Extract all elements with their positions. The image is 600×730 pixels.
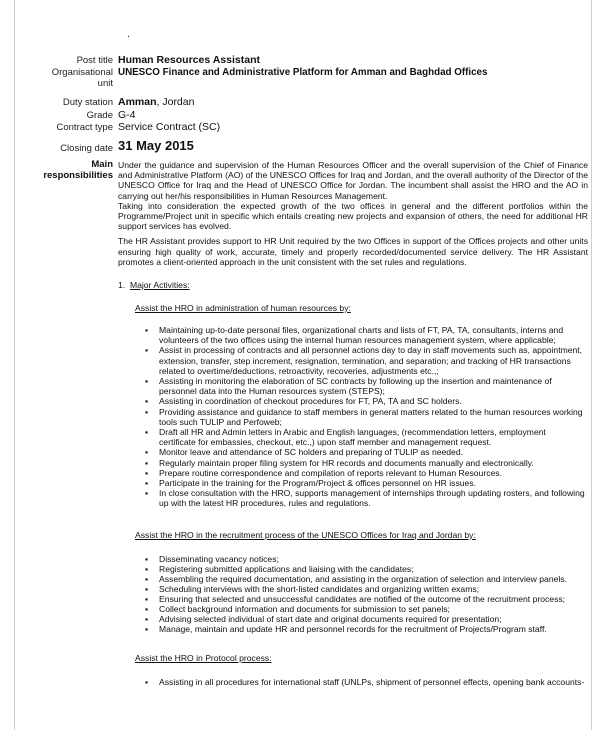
list-item: ▪ Regularly maintain proper filing system for HR records and documents manually and electronically. [145,457,534,468]
list-item: ▪ Draft all HR and Admin letters in Arabic and English languages, (recommendation letters, employment certificate for embassies, checkout, etc.,) upon staff member and management request. [145,427,546,448]
main-responsibilities-label-line2: responsibilities [43,170,113,181]
intro-paragraph-1: Under the guidance and supervision of the Human Resources Officer and the overall supervision of the Chief of Finance and Administrative Platform (AO) of the UNESCO Offices for Iraq and Jordan, and the overall authority of the Director of the UNESCO Office for Iraq and the Head of UNESCO Office for Jordan. The incumbent shall assist the HRO and the AO in carrying out her/his responsibilities in Human Resources Management. [118,160,588,201]
section-heading-recruitment: Assist the HRO in the recruitment process of the UNESCO Offices for Iraq and Jordan by: [135,530,476,540]
contract-type-value: Service Contract (SC) [118,121,221,133]
intro-paragraph-3: The HR Assistant provides support to HR Unit required by the two Offices in support of the Offices projects and other units ensuring high quality of work, accurate, timely and properly recorded/documented service delivery. The HR Assistant promotes a client-oriented approach in the unit consistent with the set rules and regulations. [118,236,588,267]
list-item: ▪ Registering submitted applications and liaising with the candidates; [145,564,414,574]
list-item: ▪ Assisting in all procedures for international staff (UNLPs, shipment of personnel effects, opening bank accounts- [145,677,585,687]
major-activities-number: 1. [118,280,126,290]
bullet-icon: ▪ [145,467,149,478]
duty-station-country: , Jordan [156,96,195,108]
bullet-icon: ▪ [145,447,149,458]
list-protocol [145,677,585,687]
bullet-icon: ▪ [145,614,149,624]
duty-station-city: Amman [118,96,157,108]
list-item: ▪ In close consultation with the HRO, supports management of internships through updating rosters, and following up with the latest HR procedures, rules and regulations. [145,488,585,509]
bullet-icon: ▪ [145,396,149,407]
intro-paragraph-2: Taking into consideration the expected growth of the two offices in general and the different portfolios within the Programme/Project unit in specific which entails creating new projects and expansion of others, the need for additional HR support services has evolved. [118,200,588,232]
bullet-icon: ▪ [145,677,149,687]
closing-date-label: Closing date [60,143,113,154]
closing-date-value: 31 May 2015 [118,138,194,153]
list-item: ▪ Assisting in coordination of checkout procedures for FT, PA, TA and SC holders. [145,396,462,407]
bullet-icon: ▪ [145,345,149,356]
major-activities-heading [118,280,190,290]
list-item: ▪ Ensuring that selected and unsuccessful candidates are notified of the outcome of the recruitment process; [145,594,566,604]
bullet-icon: ▪ [145,624,149,634]
list-item: ▪ Manage, maintain and update HR and personnel records for the recruitment of Projects/Program staff. [145,624,547,634]
org-unit-label-line1: Organisational [51,67,113,78]
bullet-icon: ▪ [145,488,149,499]
cropped-text-fragment: . [127,28,131,40]
list-item: ▪ Assist in processing of contracts and all personnel actions day to day in staff movements such as, appointment, extension, transfer, step increment, resignation, termination, and separation; and tracking of HR transactions related to overtime/deductions, retroactivity, recoveries, adjustments etc.,; [145,345,583,376]
list-item: ▪ Maintaining up-to-date personal files, organizational charts and lists of FT, PA, TA, consultants, interns and volunteers of the two offices using the internal human resources management system, where applicable; [145,325,564,346]
intro-text [118,160,588,267]
post-title-value: Human Resources Assistant [118,54,260,66]
section-heading-hr-administration: Assist the HRO in administration of human resources by: [135,303,351,313]
list-item: ▪ Disseminating vacancy notices; [145,554,279,564]
bullet-icon: ▪ [145,457,149,468]
bullet-icon: ▪ [145,427,149,438]
document-page [14,0,592,730]
section-heading-protocol: Assist the HRO in Protocol process: [135,653,272,663]
duty-station-label: Duty station [62,97,113,108]
bullet-icon: ▪ [145,594,149,604]
grade-label: Grade [86,110,113,121]
list-item: ▪ Scheduling interviews with the short-listed candidates and organizing written exams; [145,584,480,594]
list-item: ▪ Prepare routine correspondence and compilation of reports relevant to Human Resources. [145,467,502,478]
org-unit-label-line2: unit [97,78,113,89]
bullet-icon: ▪ [145,574,149,584]
grade-value: G-4 [118,109,136,121]
list-item: ▪ Advising selected individual of start date and original documents required for presentation; [145,614,502,624]
major-activities-title: Major Activities: [129,280,190,290]
contract-type-label: Contract type [56,122,113,133]
list-recruitment [145,554,585,634]
bullet-icon: ▪ [145,406,149,417]
list-item: ▪ Monitor leave and attendance of SC holders and preparing of TULIP as needed. [145,447,464,458]
org-unit-label [31,67,113,89]
list-hr-administration [145,325,585,509]
org-unit-value: UNESCO Finance and Administrative Platform for Amman and Baghdad Offices [118,67,488,78]
bullet-icon: ▪ [145,604,149,614]
bullet-icon: ▪ [145,376,149,387]
list-item: ▪ Collect background information and documents for submission to set panels; [145,604,450,614]
list-item: ▪ Assembling the required documentation, and assisting in the organization of selection and interview panels. [145,574,567,584]
bullet-icon: ▪ [145,584,149,594]
post-title-label: Post title [76,55,113,66]
duty-station-value [118,96,194,108]
bullet-icon: ▪ [145,325,149,335]
bullet-icon: ▪ [145,478,149,489]
bullet-icon: ▪ [145,554,149,564]
list-item: ▪ Providing assistance and guidance to staff members in general matters related to the human resources working tools such TULIP and Perfoweb; [145,406,583,427]
list-item: ▪ Assisting in monitoring the elaboration of SC contracts by following up the insertion and maintenance of personnel data into the Human resources system (STEPS); [145,376,552,397]
list-item: ▪ Participate in the training for the Program/Project & offices personnel on HR issues. [145,478,477,489]
main-responsibilities-label-line1: Main [91,159,113,170]
main-responsibilities-label [31,159,113,181]
bullet-icon: ▪ [145,564,149,574]
